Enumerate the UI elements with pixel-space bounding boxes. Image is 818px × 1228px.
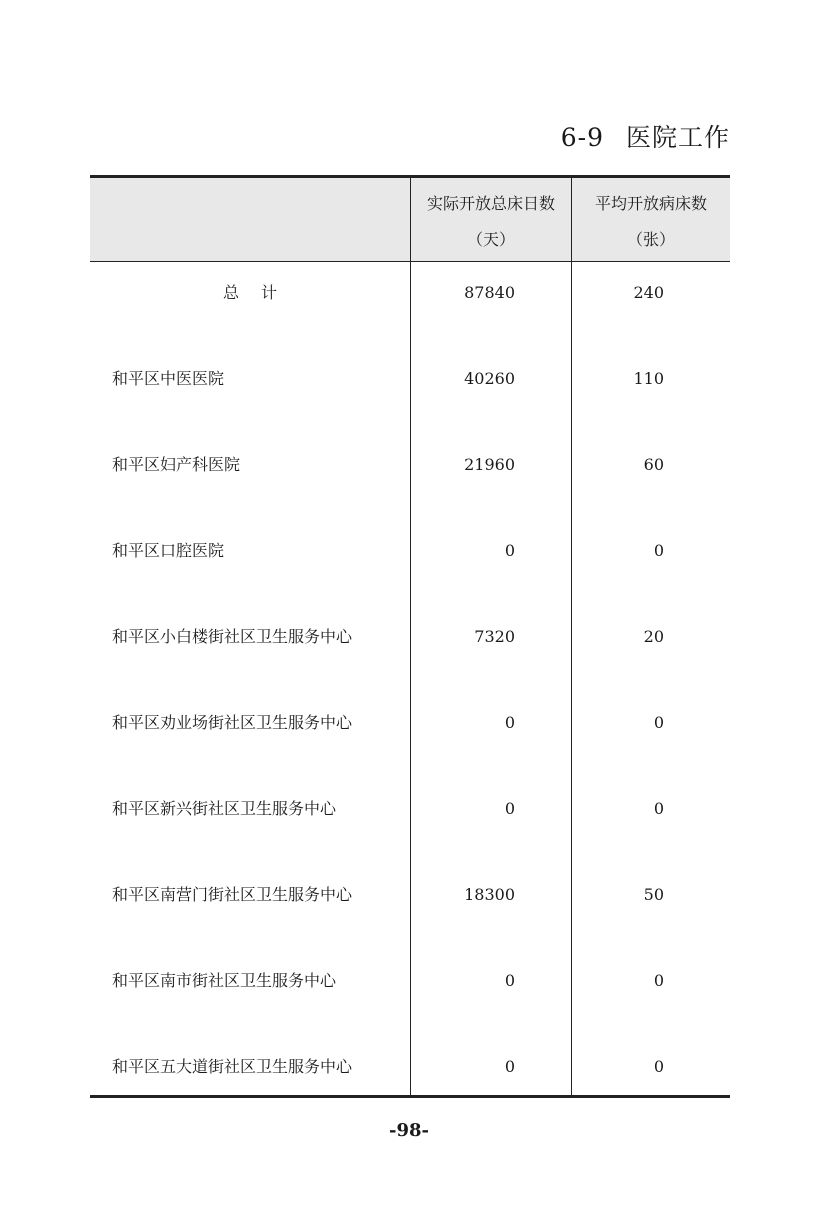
bed-days-value: 18300 xyxy=(464,885,515,904)
table-number: 6-9 xyxy=(560,123,604,152)
avg-beds-value: 0 xyxy=(653,971,664,990)
table-row xyxy=(90,713,730,733)
bed-days-value: 7320 xyxy=(474,627,515,646)
table-row xyxy=(90,971,730,991)
row-name: 和平区新兴街社区卫生服务中心 xyxy=(112,799,337,818)
table-row-total xyxy=(90,283,730,303)
row-name: 总计 xyxy=(222,283,299,302)
bed-days-value: 0 xyxy=(504,971,515,990)
bed-days-value: 0 xyxy=(504,1057,515,1076)
bed-days-value: 0 xyxy=(504,713,515,732)
table-row xyxy=(90,885,730,905)
row-name: 和平区中医医院 xyxy=(112,369,225,388)
header-bed-days xyxy=(411,178,571,261)
page-number: -98- xyxy=(389,1120,429,1141)
row-name: 和平区口腔医院 xyxy=(112,541,225,560)
table-row xyxy=(90,541,730,561)
header-label: 实际开放总床日数 xyxy=(426,194,555,213)
avg-beds-value: 0 xyxy=(653,1057,664,1076)
avg-beds-value: 110 xyxy=(633,369,664,388)
table-row xyxy=(90,799,730,819)
bed-days-value: 0 xyxy=(504,799,515,818)
avg-beds-value: 20 xyxy=(643,627,664,646)
bed-days-value: 87840 xyxy=(464,283,515,302)
header-label: 平均开放病床数 xyxy=(594,194,707,213)
row-name: 和平区南营门街社区卫生服务中心 xyxy=(112,885,353,904)
bed-days-value: 0 xyxy=(504,541,515,560)
header-unit: （张） xyxy=(626,230,675,249)
avg-beds-value: 0 xyxy=(653,713,664,732)
row-name: 和平区小白楼街社区卫生服务中心 xyxy=(112,627,353,646)
hospital-work-table xyxy=(90,175,730,1098)
table-row xyxy=(90,369,730,389)
bed-days-value: 21960 xyxy=(464,455,515,474)
page-title xyxy=(561,118,730,154)
row-name: 和平区南市街社区卫生服务中心 xyxy=(112,971,337,990)
table-row xyxy=(90,627,730,647)
header-unit: （天） xyxy=(466,230,515,249)
table-bottom-rule xyxy=(90,1095,730,1098)
row-name: 和平区劝业场街社区卫生服务中心 xyxy=(112,713,353,732)
table-row xyxy=(90,455,730,475)
avg-beds-value: 60 xyxy=(643,455,664,474)
row-name: 和平区五大道街社区卫生服务中心 xyxy=(112,1057,353,1076)
bed-days-value: 40260 xyxy=(464,369,515,388)
table-row xyxy=(90,1057,730,1077)
header-avg-beds xyxy=(572,178,730,261)
avg-beds-value: 0 xyxy=(653,799,664,818)
avg-beds-value: 240 xyxy=(633,283,664,302)
row-name: 和平区妇产科医院 xyxy=(112,455,241,474)
avg-beds-value: 50 xyxy=(643,885,664,904)
table-title-text: 医院工作 xyxy=(625,123,730,152)
avg-beds-value: 0 xyxy=(653,541,664,560)
